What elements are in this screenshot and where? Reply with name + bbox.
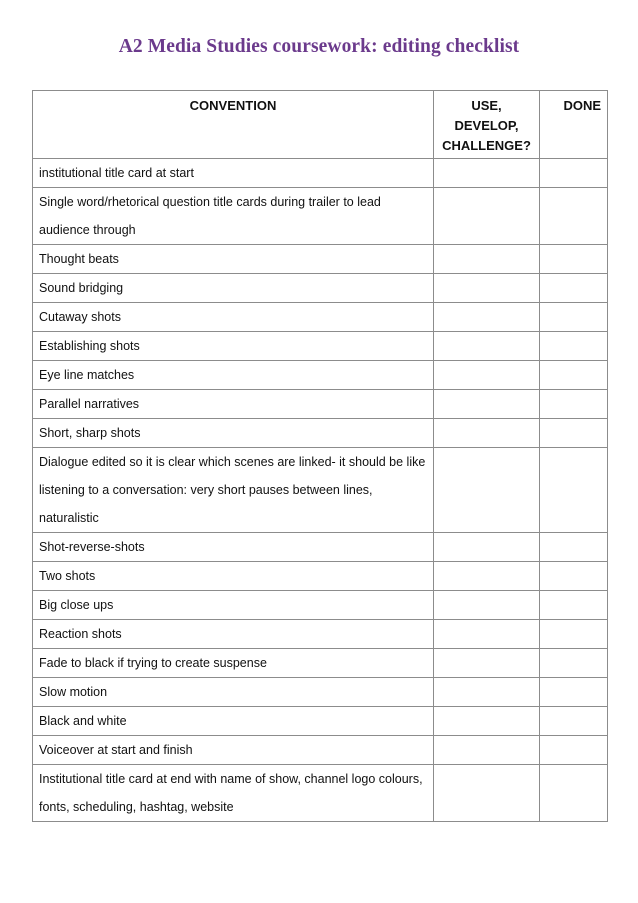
convention-cell: Slow motion <box>33 678 434 707</box>
use-develop-challenge-cell[interactable] <box>434 303 540 332</box>
use-develop-challenge-cell[interactable] <box>434 274 540 303</box>
convention-cell: Single word/rhetorical question title cards during trailer to lead audience through <box>33 188 434 245</box>
convention-cell: Big close ups <box>33 591 434 620</box>
table-row <box>33 620 608 649</box>
table-row <box>33 736 608 765</box>
convention-cell: Thought beats <box>33 245 434 274</box>
table-row <box>33 707 608 736</box>
header-convention: CONVENTION <box>33 91 434 159</box>
table-row <box>33 274 608 303</box>
table-row <box>33 245 608 274</box>
done-cell[interactable] <box>540 736 608 765</box>
done-cell[interactable] <box>540 591 608 620</box>
done-cell[interactable] <box>540 188 608 245</box>
table-row <box>33 303 608 332</box>
use-develop-challenge-cell[interactable] <box>434 649 540 678</box>
done-cell[interactable] <box>540 649 608 678</box>
table-row <box>33 591 608 620</box>
table-body <box>33 159 608 822</box>
use-develop-challenge-cell[interactable] <box>434 332 540 361</box>
done-cell[interactable] <box>540 332 608 361</box>
table-row <box>33 361 608 390</box>
convention-cell: Eye line matches <box>33 361 434 390</box>
convention-cell: Shot-reverse-shots <box>33 533 434 562</box>
table-row <box>33 765 608 822</box>
use-develop-challenge-cell[interactable] <box>434 591 540 620</box>
use-develop-challenge-cell[interactable] <box>434 361 540 390</box>
use-develop-challenge-cell[interactable] <box>434 390 540 419</box>
convention-cell: Short, sharp shots <box>33 419 434 448</box>
done-cell[interactable] <box>540 303 608 332</box>
table-row <box>33 419 608 448</box>
convention-cell: Institutional title card at end with name of show, channel logo colours, fonts, scheduling, hashtag, website <box>33 765 434 822</box>
use-develop-challenge-cell[interactable] <box>434 159 540 188</box>
done-cell[interactable] <box>540 419 608 448</box>
use-develop-challenge-cell[interactable] <box>434 620 540 649</box>
done-cell[interactable] <box>540 765 608 822</box>
convention-cell: Fade to black if trying to create suspense <box>33 649 434 678</box>
table-row <box>33 533 608 562</box>
use-develop-challenge-cell[interactable] <box>434 736 540 765</box>
editing-checklist-table <box>32 90 608 822</box>
convention-cell: Black and white <box>33 707 434 736</box>
page-title: A2 Media Studies coursework: editing checklist <box>118 36 520 57</box>
table-row <box>33 390 608 419</box>
table-row <box>33 159 608 188</box>
done-cell[interactable] <box>540 707 608 736</box>
convention-cell: Voiceover at start and finish <box>33 736 434 765</box>
done-cell[interactable] <box>540 448 608 533</box>
use-develop-challenge-cell[interactable] <box>434 707 540 736</box>
done-cell[interactable] <box>540 533 608 562</box>
convention-cell: Reaction shots <box>33 620 434 649</box>
header-done: DONE <box>540 91 608 159</box>
done-cell[interactable] <box>540 678 608 707</box>
use-develop-challenge-cell[interactable] <box>434 245 540 274</box>
table-header-row <box>33 91 608 159</box>
done-cell[interactable] <box>540 245 608 274</box>
done-cell[interactable] <box>540 390 608 419</box>
table-row <box>33 649 608 678</box>
table-row <box>33 448 608 533</box>
use-develop-challenge-cell[interactable] <box>434 533 540 562</box>
done-cell[interactable] <box>540 562 608 591</box>
convention-cell: Establishing shots <box>33 332 434 361</box>
table-row <box>33 678 608 707</box>
convention-cell: Two shots <box>33 562 434 591</box>
done-cell[interactable] <box>540 274 608 303</box>
table-row <box>33 188 608 245</box>
use-develop-challenge-cell[interactable] <box>434 678 540 707</box>
use-develop-challenge-cell[interactable] <box>434 765 540 822</box>
done-cell[interactable] <box>540 620 608 649</box>
convention-cell: institutional title card at start <box>33 159 434 188</box>
header-use-develop-challenge: USE, DEVELOP, CHALLENGE? <box>434 91 540 159</box>
use-develop-challenge-cell[interactable] <box>434 188 540 245</box>
convention-cell: Sound bridging <box>33 274 434 303</box>
convention-cell: Parallel narratives <box>33 390 434 419</box>
convention-cell: Cutaway shots <box>33 303 434 332</box>
table-row <box>33 332 608 361</box>
done-cell[interactable] <box>540 361 608 390</box>
done-cell[interactable] <box>540 159 608 188</box>
convention-cell: Dialogue edited so it is clear which scenes are linked- it should be like listening to a conversation: very short pauses between lines, naturalistic <box>33 448 434 533</box>
use-develop-challenge-cell[interactable] <box>434 419 540 448</box>
use-develop-challenge-cell[interactable] <box>434 562 540 591</box>
table-row <box>33 562 608 591</box>
use-develop-challenge-cell[interactable] <box>434 448 540 533</box>
